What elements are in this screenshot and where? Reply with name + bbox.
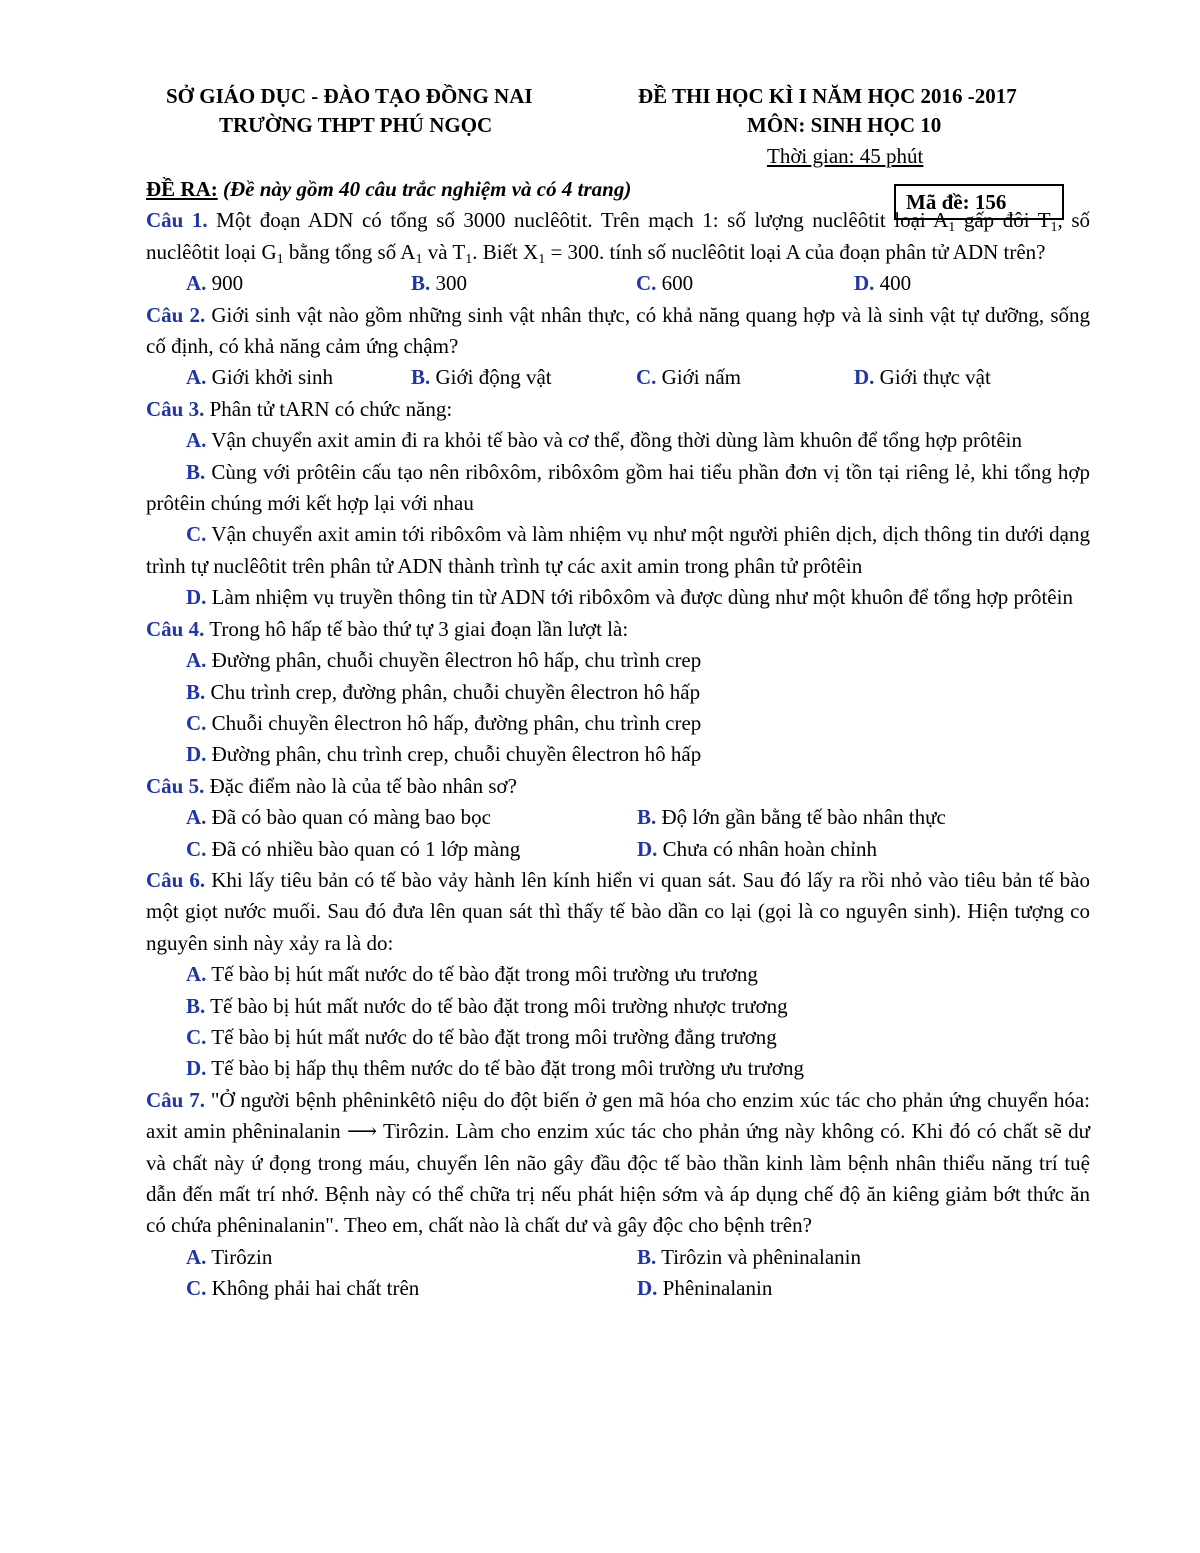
- answer-row: [146, 1242, 1090, 1273]
- answer-row: [146, 1273, 1090, 1304]
- school-name: TRƯỜNG THPT PHÚ NGỌC: [219, 113, 493, 137]
- option-d[interactable]: [854, 362, 991, 393]
- option-text: Đã có bào quan có màng bao bọc: [206, 805, 491, 830]
- question-text: Khi lấy tiêu bản có tế bào vảy hành lên kính hiển vi quan sát. Sau đó lấy ra rồi nhỏ vào tiêu bản tế bào một giọt nước muối. Sau đó đưa lên quan sát thì thấy tế bào dần co lại (gọi là co nguyên sinh). Hiện tượng co nguyên sinh này xảy ra là do:: [146, 867, 1090, 955]
- option-label: C.: [636, 271, 657, 296]
- question-text: và T: [422, 239, 466, 264]
- option-label: A.: [186, 962, 207, 987]
- subscript: 1: [465, 251, 473, 267]
- option-text: Vận chuyển axit amin tới ribôxôm và làm nhiệm vụ như một người phiên dịch, dịch thông tin dưới dạng trình tự nuclêôtit trên phân tử ADN thành trình tự các axit amin trong phân tử prôtêin: [146, 522, 1090, 578]
- question-3: [146, 394, 1090, 425]
- subscript: 1: [1050, 220, 1058, 236]
- question-label: Câu 3.: [146, 396, 205, 421]
- question-6: [146, 865, 1090, 959]
- option-text: Tế bào bị hút mất nước do tế bào đặt trong môi trường đẳng trương: [206, 1024, 777, 1049]
- exam-title: ĐỀ THI HỌC KÌ I NĂM HỌC 2016 -2017: [638, 84, 1017, 108]
- option-label: C.: [186, 836, 207, 861]
- question-text: . Biết X: [472, 239, 539, 264]
- option-d[interactable]: [146, 1053, 1090, 1084]
- option-text: Chưa có nhân hoàn chỉnh: [657, 836, 877, 861]
- question-4: [146, 614, 1090, 645]
- subscript: 1: [415, 251, 423, 267]
- option-a[interactable]: [186, 362, 411, 393]
- option-label: A.: [186, 648, 207, 673]
- option-text: Đường phân, chuỗi chuyền êlectron hô hấp, chu trình crep: [206, 648, 702, 673]
- option-label: A.: [186, 428, 207, 453]
- option-c[interactable]: [636, 362, 854, 393]
- option-text: 900: [206, 271, 244, 296]
- question-label: Câu 4.: [146, 616, 205, 641]
- question-label: Câu 1.: [146, 208, 208, 233]
- exam-duration: Thời gian: 45 phút: [767, 144, 924, 168]
- option-label: B.: [186, 459, 206, 484]
- option-text: Đường phân, chu trình crep, chuỗi chuyền êlectron hô hấp: [206, 742, 702, 767]
- question-text: Trong hô hấp tế bào thứ tự 3 giai đoạn lần lượt là:: [204, 616, 629, 641]
- question-text: Một đoạn ADN có tổng số 3000 nuclêôtit. Trên mạch 1: số lượng nuclêôtit loại A: [207, 208, 949, 233]
- option-label: C.: [186, 1024, 207, 1049]
- option-text: Cùng với prôtêin cấu tạo nên ribôxôm, ribôxôm gồm hai tiểu phần đơn vị tồn tại riêng lẻ, khi tổng hợp prôtêin chúng mới kết hợp lại với nhau: [146, 459, 1090, 516]
- option-a[interactable]: [146, 959, 1090, 990]
- answer-row: [146, 362, 1090, 393]
- option-a[interactable]: [186, 268, 411, 299]
- question-text: , số nuclêôtit loại G: [146, 208, 1090, 264]
- question-text: Đặc điểm nào là của tế bào nhân sơ?: [204, 773, 517, 798]
- question-1: [146, 205, 1200, 268]
- option-label: D.: [186, 742, 207, 767]
- question-text: "Ở người bệnh phêninkêtô niệu do đột biến ở gen mã hóa cho enzim xúc tác cho phản ứng chuyển hóa: axit amin phêninalanin ⟶ Tirôzin. Làm cho enzim xúc tác cho phản ứng này không có. Khi đó có chất sẽ dư và chất này ứ đọng trong máu, chuyển lên não gây đầu độc tế bào thần kinh làm bệnh nhân thiểu năng trí tuệ dẫn đến mất trí nhớ. Bệnh này có thể chữa trị nếu phát hiện sớm và áp dụng chế độ ăn kiêng giảm bớt thức ăn có chứa phêninalanin". Theo em, chất nào là chất dư và gây độc cho bệnh trên?: [146, 1087, 1090, 1238]
- option-label: A.: [186, 1244, 207, 1269]
- option-a[interactable]: [146, 645, 1090, 676]
- question-text: = 300. tính số nuclêôtit loại A của đoạn phân tử ADN trên?: [545, 239, 1046, 264]
- option-text: Tirôzin và phêninalanin: [656, 1244, 861, 1269]
- question-label: Câu 6.: [146, 867, 206, 892]
- option-text: Giới động vật: [430, 365, 552, 390]
- option-text: Giới khởi sinh: [206, 365, 334, 390]
- option-d[interactable]: [637, 1273, 772, 1304]
- option-d[interactable]: [146, 739, 1090, 770]
- question-2: [146, 300, 1090, 363]
- option-b[interactable]: [637, 802, 946, 833]
- option-text: Tirôzin: [206, 1244, 273, 1269]
- option-label: D.: [186, 585, 207, 610]
- option-label: D.: [854, 365, 875, 390]
- option-label: D.: [186, 1056, 207, 1081]
- option-c[interactable]: [146, 708, 1090, 739]
- option-b[interactable]: [146, 457, 1090, 520]
- option-d[interactable]: [146, 582, 1090, 613]
- answer-row: [146, 834, 1090, 865]
- question-label: Câu 5.: [146, 773, 205, 798]
- option-text: Làm nhiệm vụ truyền thông tin từ ADN tới ribôxôm và được dùng như một khuôn để tổng hợp prôtêin: [206, 585, 1073, 610]
- option-a[interactable]: [186, 1242, 637, 1273]
- subscript: 1: [538, 251, 546, 267]
- de-ra-note: (Đề này gồm 40 câu trắc nghiệm và có 4 trang): [223, 177, 632, 201]
- option-label: A.: [186, 365, 207, 390]
- de-ra-label: ĐỀ RA:: [146, 177, 218, 201]
- option-d[interactable]: [854, 268, 911, 299]
- exam-code-box: Mã đề: 156: [894, 184, 1064, 220]
- option-label: B.: [637, 1244, 657, 1269]
- option-text: Phêninalanin: [657, 1276, 773, 1301]
- department-name: SỞ GIÁO DỤC - ĐÀO TẠO ĐỒNG NAI: [166, 84, 533, 108]
- option-text: Tế bào bị hút mất nước do tế bào đặt trong môi trường ưu trương: [206, 962, 758, 987]
- option-text: Giới thực vật: [874, 365, 991, 390]
- answer-row: [146, 268, 1090, 299]
- option-label: B.: [186, 993, 206, 1018]
- option-label: D.: [854, 271, 875, 296]
- option-text: Giới nấm: [656, 365, 742, 390]
- option-label: B.: [411, 365, 431, 390]
- option-c[interactable]: [186, 1273, 637, 1304]
- option-d[interactable]: [637, 834, 877, 865]
- option-text: 600: [656, 271, 694, 296]
- option-label: A.: [186, 805, 207, 830]
- option-text: Đã có nhiều bào quan có 1 lớp màng: [206, 836, 521, 861]
- question-text: bằng tổng số A: [283, 239, 416, 264]
- subject-name: MÔN: SINH HỌC 10: [747, 113, 942, 137]
- option-label: D.: [637, 1276, 658, 1301]
- option-text: Không phải hai chất trên: [206, 1276, 420, 1301]
- option-label: C.: [186, 710, 207, 735]
- option-c[interactable]: [146, 519, 1090, 582]
- option-b[interactable]: [411, 268, 636, 299]
- question-label: Câu 2.: [146, 302, 206, 327]
- option-a[interactable]: [146, 425, 1090, 456]
- question-7: [146, 1085, 1090, 1242]
- option-b[interactable]: [411, 362, 636, 393]
- option-c[interactable]: [146, 1022, 1090, 1053]
- question-5: [146, 771, 1090, 802]
- option-label: B.: [411, 271, 431, 296]
- option-text: 300: [430, 271, 468, 296]
- option-label: B.: [637, 805, 657, 830]
- option-label: C.: [186, 522, 207, 547]
- option-label: C.: [186, 1276, 207, 1301]
- option-a[interactable]: [186, 802, 637, 833]
- question-text: Giới sinh vật nào gồm những sinh vật nhân thực, có khả năng quang hợp và là sinh vật tự dưỡng, sống cố định, có khả năng cảm ứng chậm?: [146, 302, 1090, 359]
- option-text: Chu trình crep, đường phân, chuỗi chuyền êlectron hô hấp: [205, 679, 701, 704]
- subscript: 1: [276, 251, 284, 267]
- option-label: B.: [186, 679, 206, 704]
- subscript: 1: [948, 220, 956, 236]
- option-text: Tế bào bị hấp thụ thêm nước do tế bào đặt trong môi trường ưu trương: [206, 1056, 804, 1081]
- answer-row: [146, 802, 1090, 833]
- exam-intro: [146, 174, 1090, 205]
- exam-content: [146, 174, 1090, 1305]
- option-label: C.: [636, 365, 657, 390]
- question-text: gấp đôi T: [955, 208, 1051, 233]
- question-label: Câu 7.: [146, 1087, 205, 1112]
- option-c[interactable]: [186, 834, 637, 865]
- option-b[interactable]: [146, 991, 1090, 1022]
- option-text: Vận chuyển axit amin đi ra khỏi tế bào và cơ thể, đồng thời dùng làm khuôn để tổng hợp prôtêin: [206, 428, 1023, 453]
- option-text: Tế bào bị hút mất nước do tế bào đặt trong môi trường nhược trương: [205, 993, 788, 1018]
- option-c[interactable]: [636, 268, 854, 299]
- option-b[interactable]: [146, 677, 1090, 708]
- option-text: Chuỗi chuyền êlectron hô hấp, đường phân, chu trình crep: [206, 710, 702, 735]
- question-text: Phân tử tARN có chức năng:: [204, 396, 453, 421]
- option-label: D.: [637, 836, 658, 861]
- option-b[interactable]: [637, 1242, 861, 1273]
- option-text: Độ lớn gần bằng tế bào nhân thực: [656, 805, 946, 830]
- option-label: A.: [186, 271, 207, 296]
- option-text: 400: [874, 271, 912, 296]
